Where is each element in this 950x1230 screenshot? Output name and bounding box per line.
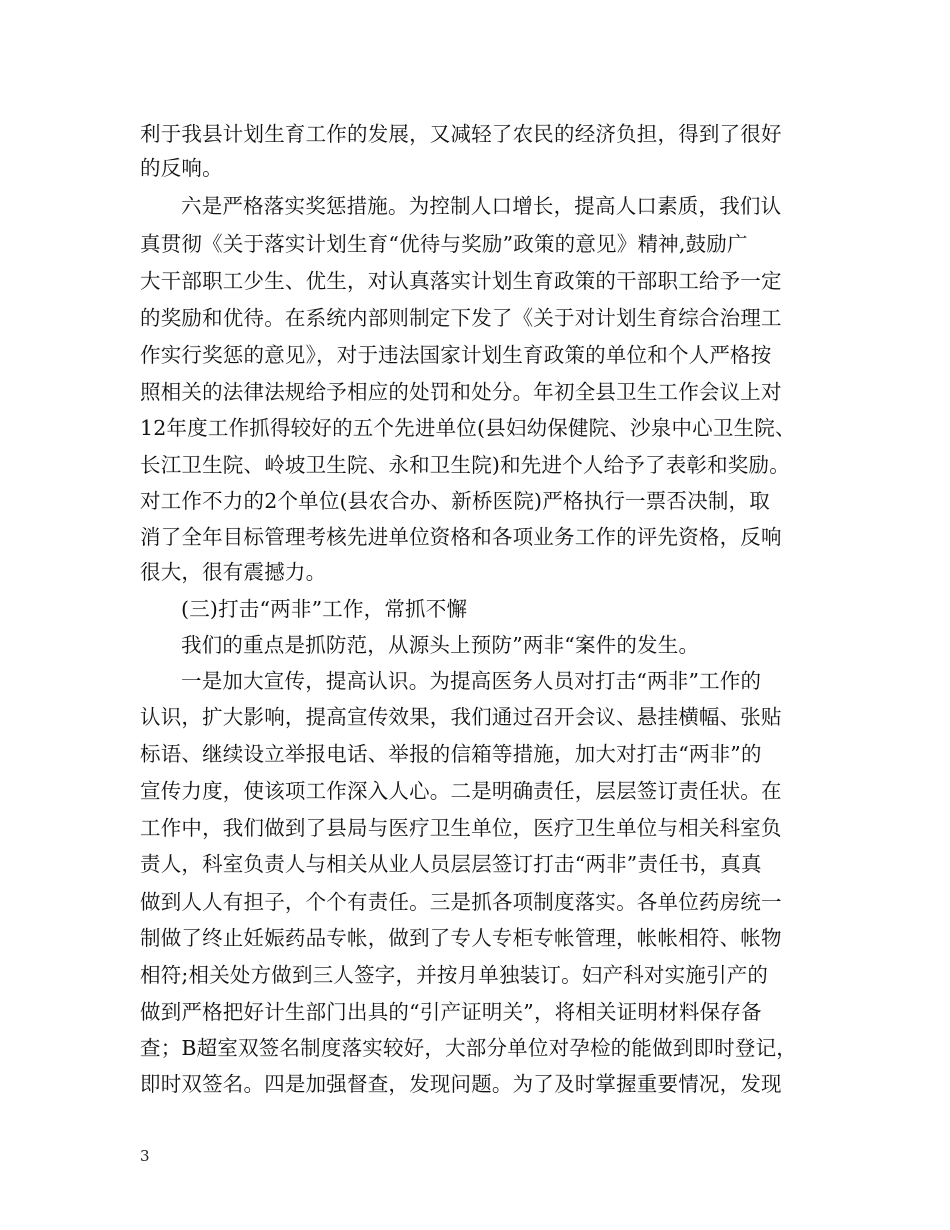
text-line: 很大，很有震撼力。 [140,560,327,584]
text-line: 查；B超室双签名制度落实较好，大部分单位对孕检的能做到即时登记， [140,1036,797,1060]
text-line: 消了全年目标管理考核先进单位资格和各项业务工作的评先资格，反响 [140,525,782,549]
text-line: 标语、继续设立举报电话、举报的信箱等措施，加大对打击“两非”的 [140,742,762,766]
paragraph-start-line: 我们的重点是抓防范，从源头上预防”两非“案件的发生。 [181,633,700,657]
text-line: 宣传力度，使该项工作深入人心。二是明确责任，层层签订责任状。在 [140,779,782,803]
paragraph-start-line: 一是加大宣传，提高认识。为提高医务人员对打击“两非”工作的 [181,669,762,693]
text-line: 相符;相关处方做到三人签字，并按月单独装订。妇产科对实施引产的 [140,963,769,987]
text-line: 长江卫生院、岭坡卫生院、永和卫生院)和先进个人给予了表彰和奖励。 [140,453,790,477]
text-line: 对工作不力的2个单位(县农合办、新桥医院)严格执行一票否决制，取 [140,489,770,513]
text-line: 工作中，我们做到了县局与医疗卫生单位，医疗卫生单位与相关科室负 [140,816,782,840]
text-line: 的反响。 [140,156,223,180]
text-line: 认识，扩大影响，提高宣传效果，我们通过召开会议、悬挂横幅、张贴 [140,705,782,729]
text-line: 责人，科室负责人与相关从业人员层层签订打击“两非”责任书，真真 [140,852,762,876]
text-line: 12年度工作抓得较好的五个先进单位(县妇幼保健院、沙泉中心卫生院、 [140,416,796,440]
text-line: 照相关的法律法规给予相应的处罚和处分。年初全县卫生工作会议上对 [140,380,782,404]
text-line: 大干部职工少生、优生，对认真落实计划生育政策的干部职工给予一定 [140,269,782,293]
text-line: 制做了终止妊娠药品专帐，做到了专人专柜专帐管理，帐帐相符、帐物 [140,926,782,950]
text-line: 真贯彻《关于落实计划生育“优待与奖励”政策的意见》精神,鼓励广 [140,232,748,256]
page-number: 3 [140,1147,150,1165]
text-line: 作实行奖惩的意见》，对于违法国家计划生育政策的单位和个人严格按 [140,343,772,367]
paragraph-start-line: 六是严格落实奖惩措施。为控制人口增长，提高人口素质，我们认 [181,194,782,218]
text-line: 的奖励和优待。在系统内部则制定下发了《关于对计划生育综合治理工 [140,306,782,330]
text-line: 利于我县计划生育工作的发展，又减轻了农民的经济负担，得到了很好 [140,122,782,146]
text-line: 做到严格把好计生部门出具的“引产证明关”，将相关证明材料保存备 [140,1000,762,1024]
text-line: 做到人人有担子，个个有责任。三是抓各项制度落实。各单位药房统一 [140,890,782,914]
text-line: 即时双签名。四是加强督查，发现问题。为了及时掌握重要情况，发现 [140,1072,782,1096]
section-heading: (三)打击“两非”工作，常抓不懈 [181,597,468,621]
